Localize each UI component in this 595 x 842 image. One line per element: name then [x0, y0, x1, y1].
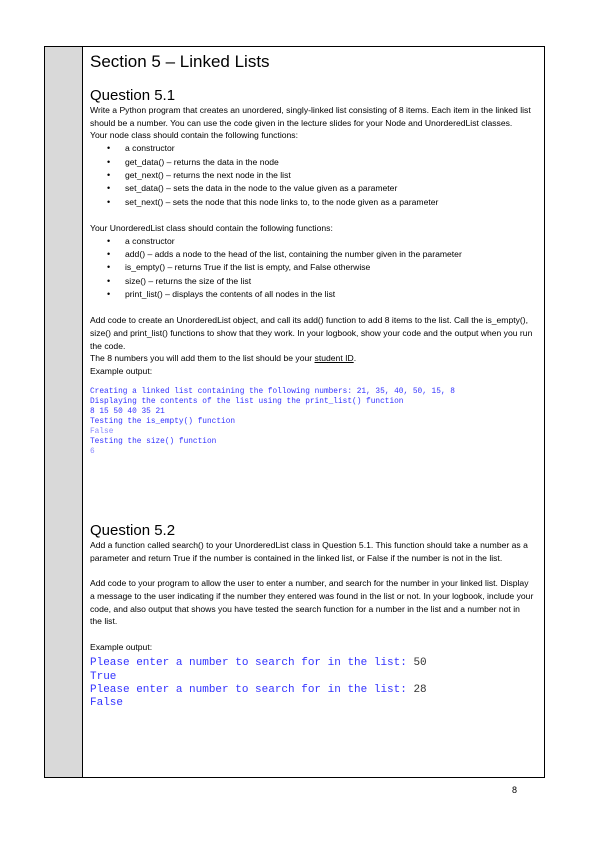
- output-line: Displaying the contents of the list using the print_list() function: [90, 397, 404, 406]
- search-result: True: [90, 670, 117, 683]
- numbers-instruction: [90, 352, 534, 365]
- list-item: • is_empty() – returns True if the list is empty, and False otherwise: [107, 261, 534, 274]
- user-input: 50: [413, 657, 427, 670]
- left-margin-bar: [45, 47, 83, 777]
- output-line: 6: [90, 448, 95, 457]
- page-frame: [44, 46, 545, 778]
- list-item: • size() – returns the size of the list: [107, 275, 534, 288]
- section-title: Section 5 – Linked Lists: [90, 52, 270, 71]
- list-item: • get_data() – returns the data in the node: [107, 156, 534, 169]
- node-functions-list: [90, 142, 534, 209]
- user-input: 28: [413, 683, 427, 696]
- search-result: False: [90, 697, 124, 710]
- question-intro: Write a Python program that creates an unordered, singly-linked list consisting of 8 items. Each item in the linked list should be a number. You can use the code given in the lecture slides for your Node and UnorderedList classes.: [90, 105, 531, 128]
- list-item: • a constructor: [107, 142, 534, 155]
- question-5-2: [90, 522, 534, 710]
- list-item: • a constructor: [107, 235, 534, 248]
- output-line: Testing the is_empty() function: [90, 418, 236, 427]
- task-text: Add code to your program to allow the user to enter a number, and search for the number in your linked list. Display a message to the user indicating if the number they entered was found in the list or not. In your logbook, include your code, and also output that shows you have tested the search function for a number in the list and a number not in the list.: [90, 578, 534, 627]
- search-prompt: Please enter a number to search for in the list:: [90, 683, 414, 696]
- example-output: [90, 657, 534, 710]
- output-line: Creating a linked list containing the following numbers: 21, 35, 40, 50, 15, 8: [90, 387, 455, 396]
- example-label: Example output:: [90, 641, 153, 652]
- question-intro: Add a function called search() to your UnorderedList class in Question 5.1. This function should take a number as a parameter and return True if the number is contained in the linked list, or False if the number is not in the list.: [90, 540, 528, 563]
- example-output: [90, 387, 534, 458]
- student-id-link: student ID: [314, 353, 354, 364]
- list-item: • add() – adds a node to the head of the list, containing the number given in the parameter: [107, 248, 534, 261]
- question-5-1: [90, 87, 534, 457]
- output-line: False: [90, 428, 114, 437]
- question-title: Question 5.2: [90, 522, 176, 539]
- page-number: 8: [512, 785, 518, 795]
- output-line: Testing the size() function: [90, 438, 217, 447]
- numbers-suffix: .: [353, 353, 357, 364]
- node-class-heading: Your node class should contain the following functions:: [90, 130, 298, 141]
- list-item: • get_next() – returns the next node in the list: [107, 169, 534, 182]
- list-class-heading: Your UnorderedList class should contain the following functions:: [90, 222, 333, 233]
- search-prompt: Please enter a number to search for in the list:: [90, 657, 414, 670]
- question-title: Question 5.1: [90, 87, 176, 104]
- list-functions-list: [90, 235, 534, 302]
- task-text: Add code to create an UnorderedList object, and call its add() function to add 8 items to the list. Call the is_empty(), size() and print_list() functions to show that they work. In your logbook, show your code and the output when you run the code.: [90, 315, 533, 351]
- list-item: • set_data() – sets the data in the node to the value given as a parameter: [107, 182, 534, 195]
- example-label: Example output:: [90, 366, 153, 377]
- list-item: • set_next() – sets the node that this node links to, to the node given as a parameter: [107, 196, 534, 209]
- numbers-prefix: The 8 numbers you will add them to the list should be your: [90, 353, 315, 364]
- list-item: • print_list() – displays the contents of all nodes in the list: [107, 288, 534, 301]
- output-line: 8 15 50 40 35 21: [90, 407, 165, 416]
